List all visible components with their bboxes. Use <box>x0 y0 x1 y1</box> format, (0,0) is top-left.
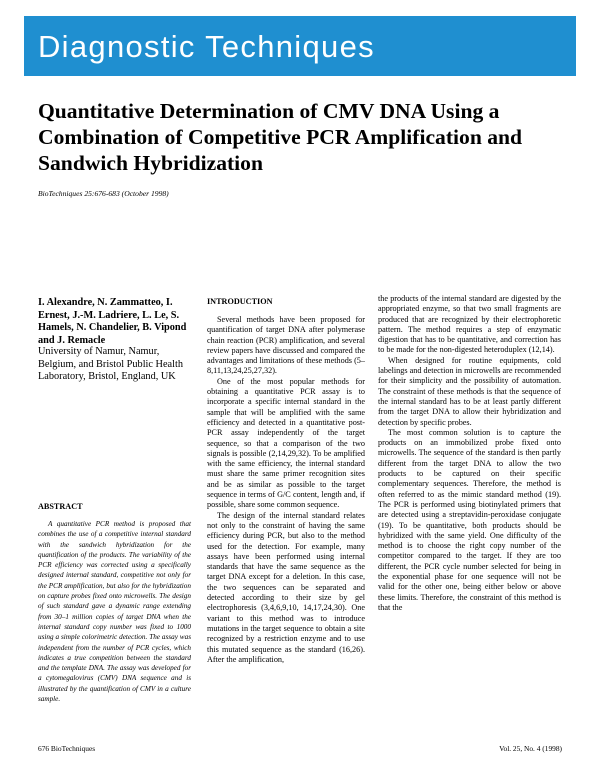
body-paragraph: One of the most popular methods for obtaining a quantitative PCR assay is to incorporate a specific internal standard in the sample that will be amplified with the same efficiency and detected in a quantitative post-PCR assay independently of the target sequence, so that a comparison of the two signals is possible (2,14,29,32). To be amplified with the same efficiency, the internal standard must share the same primer recognition sites and be as similar as possible to the target sequence in terms of G/C content, length and, if possible, share some common sequence. <box>207 376 365 510</box>
body-paragraph: The design of the internal standard relates not only to the constraint of having the same efficiency during PCR, but also to the method used for the detection. For example, many assays have been performed using internal standards that have the same sequence as the target DNA except for a deletion. In this case, the two sequences can be separated and detected according to their size by gel electrophoresis (3,4,6,9,10, 14,17,24,30). One variant to this method was to introduce mutations in the target sequence to obtain a site recognized by a restriction enzyme and to use this mutated sequence as the standard (16,26). After the amplification, <box>207 510 365 664</box>
body-paragraph: The most common solution is to capture the products on an immobilized probe fixed onto microwells. The sequence of the standard is then partly different from the target DNA to allow the two products to be captured on their specific complementary sequences. Therefore, the method is often referred to as the mimic standard method (19). The PCR is performed using biotinylated primers that are detected using a streptavidin-peroxidase conjugate (19). To be quantitative, both products should be hybridized with the same yield. One difficulty of the method is to choose the right copy number of the competitor compared to the target. If they are too different, the PCR cycle number selected for being in the exponential phase for one sequence will not be valid for the other one, being either below or above these limits. Therefore, the constraint of this method is that the <box>378 427 561 612</box>
introduction-heading: INTRODUCTION <box>207 297 273 306</box>
body-paragraph: When designed for routine equipments, cold labelings and detection in microwells are recommended for their simplicity and the possibility of automation. The constraint of these methods is that the sequence of the internal standard has to be at least partly different from the target DNA to allow their hybridization and detection by specific probes. <box>378 355 561 427</box>
section-title: Diagnostic Techniques <box>38 29 375 64</box>
abstract-heading: ABSTRACT <box>38 502 83 511</box>
footer-volume: Vol. 25, No. 4 (1998) <box>499 744 562 753</box>
body-column-right <box>378 294 561 613</box>
section-banner <box>24 16 576 76</box>
abstract-text: A quantitative PCR method is proposed that combines the use of a competitive internal standard with the sandwich hybridization for the quantification of the products. The variability of the PCR efficiency was corrected using a specifically designed internal standard, competitive not only for the PCR amplification, but also for the hybridization on capture probes fixed onto microwells. The design of such standard gave a dynamic range extending from 30–1 million copies of target DNA when the internal standard copy number was fixed to 1000 using a simple colorimetric detection. The assay was independent from the number of PCR cycles, which indicates a true competition between the standard and the template DNA. The assay was developed for a cytomegalovirus (CMV) DNA sequence and is illustrated by the quantification of CMV in a culture sample. <box>38 520 191 704</box>
citation: BioTechniques 25:676-683 (October 1998) <box>38 189 169 198</box>
body-paragraph: the products of the internal standard are digested by the appropriated enzyme, so that two small fragments are produced that are recognized by their electrophoretic pattern. The method requires a step of enzymatic digestion that has to be quantitative, and correction has to be made for the non-digested heteroduplex (12,14). <box>378 294 561 355</box>
authors: I. Alexandre, N. Zammatteo, I. Ernest, J.-M. Ladriere, L. Le, S. Hamels, N. Chandelier, B. Vipond and J. Remacle <box>38 297 187 346</box>
body-paragraph: Several methods have been proposed for quantification of target DNA after polymerase chain reaction (PCR) amplification, and several review papers have discussed and compared the advantages and limitations of these methods (5–8,11,13,24,25,27,32). <box>207 315 365 376</box>
affiliation: University of Namur, Namur, Belgium, and Bristol Public Health Laboratory, Bristol, England, UK <box>38 346 184 383</box>
article-title: Quantitative Determination of CMV DNA Using a Combination of Competitive PCR Amplification and Sandwich Hybridization <box>38 99 523 175</box>
footer-page-journal: 676 BioTechniques <box>38 744 96 753</box>
body-column-middle <box>207 315 365 665</box>
